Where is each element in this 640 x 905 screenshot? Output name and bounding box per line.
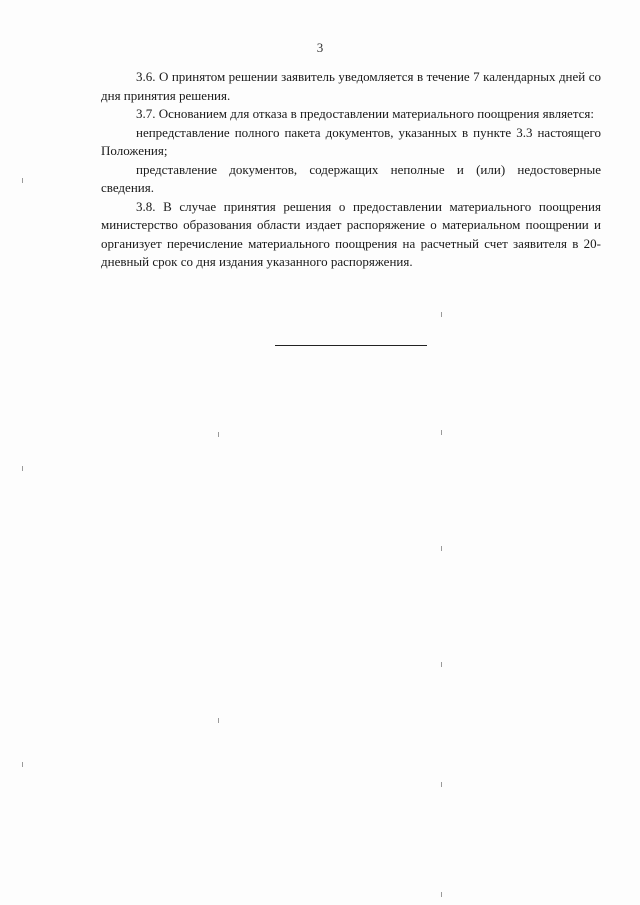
document-body xyxy=(101,68,601,272)
scan-speck xyxy=(441,782,442,787)
page-number: 3 xyxy=(316,40,324,55)
scan-speck xyxy=(22,178,23,183)
paragraph-refusal-reason-2: представление документов, содержащих неполные и (или) недостоверные сведения. xyxy=(101,161,601,195)
scan-speck xyxy=(441,546,442,551)
paragraph-3-8: 3.8. В случае принятия решения о предоставлении материального поощрения министерство образования области издает распоряжение о материальном поощрении и организует перечисление материального поощрения на расчетный счет заявителя в 20-дневный срок со дня издания указанного распоряжения. xyxy=(101,198,601,269)
scan-speck xyxy=(218,432,219,437)
paragraph-3-6: 3.6. О принятом решении заявитель уведомляется в течение 7 календарных дней со дня принятия решения. xyxy=(101,69,601,103)
scan-speck xyxy=(441,430,442,435)
scan-speck xyxy=(441,662,442,667)
scan-speck xyxy=(22,466,23,471)
scan-speck xyxy=(218,718,219,723)
end-separator-line xyxy=(275,345,427,346)
paragraph-3-7: 3.7. Основанием для отказа в предоставлении материального поощрения является: xyxy=(136,106,595,121)
scan-speck xyxy=(441,312,442,317)
scan-speck xyxy=(441,892,442,897)
scan-speck xyxy=(22,762,23,767)
paragraph-refusal-reason-1: непредставление полного пакета документов, указанных в пункте 3.3 настоящего Положения; xyxy=(101,124,601,158)
